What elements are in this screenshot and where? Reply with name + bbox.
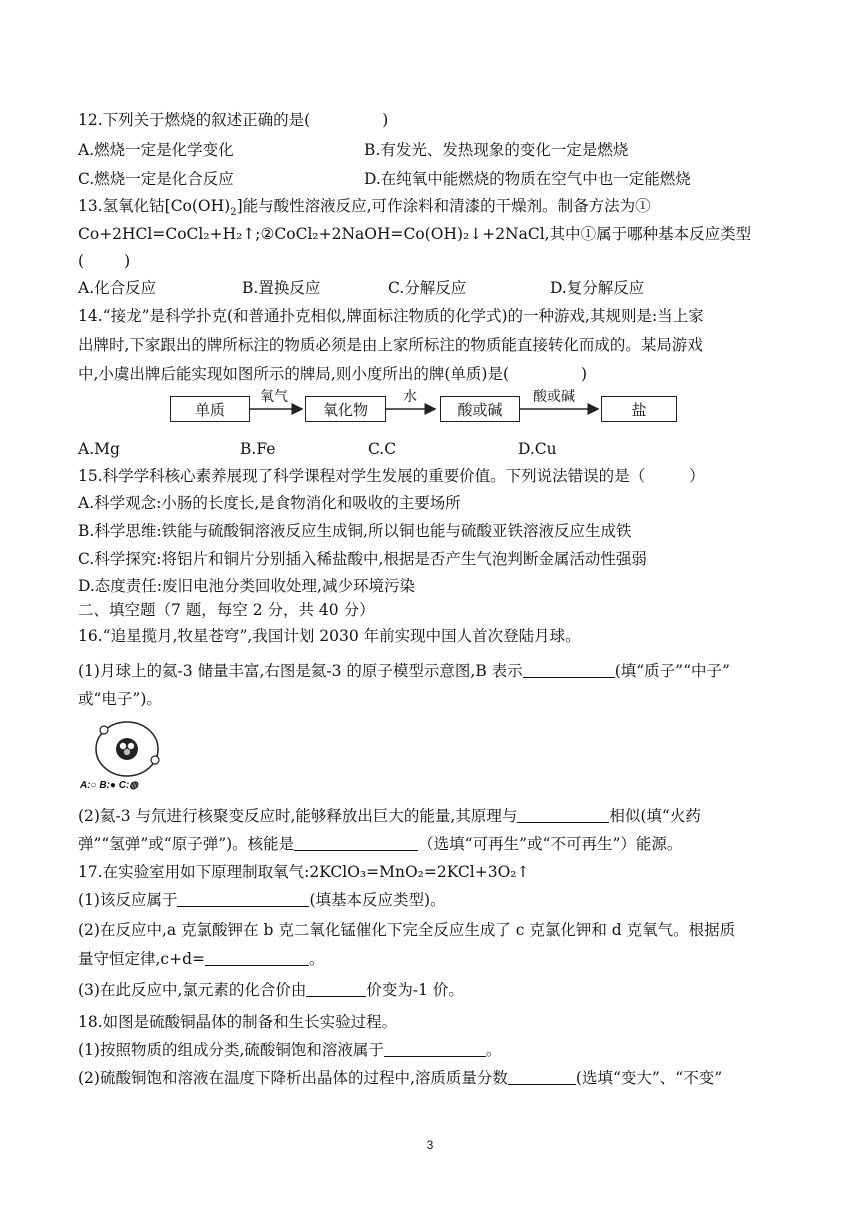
q15-stem: 15.科学学科核心素养展现了科学课程对学生发展的重要价值。下列说法错误的是（ ） [78,467,705,485]
q14-option-a: A.Mg [78,440,120,458]
q18-stem: 18.如图是硫酸铜晶体的制备和生长实验过程。 [78,1013,398,1031]
flow-box-oxide: 氧化物 [305,396,386,422]
q16-part1-line1: (1)月球上的氦-3 储量丰富,右图是氦-3 的原子模型示意图,B 表示 (填“质子”“中子” [78,662,730,680]
q13-option-a: A.化合反应 [78,279,157,297]
q18-part1: (1)按照物质的组成分类,硫酸铜饱和溶液属于 。 [78,1041,502,1059]
q18-part2: (2)硫酸铜饱和溶液在温度下降析出晶体的过程中,溶质质量分数 (选填“变大”、“不变” [78,1069,723,1087]
q13-line3: ( ) [78,252,131,270]
q15-option-d: D.态度责任:废旧电池分类回收处理,减少环境污染 [78,577,415,595]
flow-box-salt: 盐 [601,396,677,422]
q12-option-b: B.有发光、发热现象的变化一定是燃烧 [364,141,629,159]
q13-line2: Co+2HCl=CoCl₂+H₂↑;②CoCl₂+2NaOH=Co(OH)₂↓+2NaCl,其中①属于哪种基本反应类型 [78,225,752,243]
q15-option-b: B.科学思维:铁能与硫酸铜溶液反应生成铜,所以铜也能与硫酸亚铁溶液反应生成铁 [78,522,632,540]
page-number: 3 [426,1138,434,1152]
q16-part2-line2: 弹”“氢弹”或“原子弹”)。核能是 （选填“可再生”或“不可再生”）能源。 [78,835,683,853]
q17-part1: (1)该反应属于 (填基本反应类型)。 [78,891,446,909]
q12-stem: 12.下列关于燃烧的叙述正确的是( ) [78,111,389,129]
q16-blank-1[interactable] [523,662,615,678]
q14-line2: 出牌时,下家跟出的牌所标注的物质必须是由上家所标注的物质能直接转化而成的。某局游戏 [78,336,703,354]
q13-option-c: C.分解反应 [388,279,467,297]
q17-blank-3[interactable] [306,981,366,997]
flow-box-acid-base: 酸或碱 [440,396,520,422]
q17-part2-line1: (2)在反应中,a 克氯酸钾在 b 克二氧化锰催化下完全反应生成了 c 克氯化钾和 d 克氧气。根据质 [78,921,736,939]
q14-option-b: B.Fe [240,440,276,458]
q13-line1: 13.氢氧化钴$[Co(OH)_2]$能与酸性溶液反应,可作涂料和清漆的干燥剂。制备方法为① [78,197,651,219]
q15-option-a: A.科学观念:小肠的长度长,是食物消化和吸收的主要场所 [78,494,461,512]
q16-blank-2[interactable] [517,807,609,823]
flow-box-element: 单质 [170,396,250,422]
q13-option-b: B.置换反应 [242,279,321,297]
q16-stem: 16.“追星揽月,牧星苍穹”,我国计划 2030 年前实现中国人首次登陆月球。 [78,627,581,645]
atom-diagram-icon [82,720,182,782]
q14-option-d: D.Cu [518,440,557,458]
q13-option-d: D.复分解反应 [550,279,645,297]
q12-option-a: A.燃烧一定是化学变化 [78,141,234,159]
q17-stem: 17.在实验室用如下原理制取氧气:2KClO₃=MnO₂=2KCl+3O₂↑ [78,863,530,881]
q14-line1: 14.“接龙”是科学扑克(和普通扑克相似,牌面标注物质的化学式)的一种游戏,其规则是:当上家 [78,307,704,325]
q16-part2-line1: (2)氦-3 与氘进行核聚变反应时,能够释放出巨大的能量,其原理与 相似(填“火药 [78,807,701,825]
q17-blank-1[interactable] [177,891,309,907]
q17-part3: (3)在此反应中,氯元素的化合价由 价变为-1 价。 [78,981,464,999]
q16-blank-3[interactable] [294,835,418,851]
atom-legend: A:○ B:● C:◍ [80,780,139,791]
q18-blank-2[interactable] [508,1069,576,1085]
q12-option-d: D.在纯氧中能燃烧的物质在空气中也一定能燃烧 [364,170,691,188]
flow-label-water: 水 [403,389,417,405]
q17-blank-2[interactable] [205,950,309,966]
q12-option-c: C.燃烧一定是化合反应 [78,170,234,188]
q15-option-c: C.科学探究:将铝片和铜片分别插入稀盐酸中,根据是否产生气泡判断金属活动性强弱 [78,550,647,568]
q14-line3: 中,小虞出牌后能实现如图所示的牌局,则小度所出的牌(单质)是( ) [78,365,588,383]
section-heading: 二、填空题（7 题，每空 2 分，共 40 分） [78,601,375,619]
q14-option-c: C.C [368,440,397,458]
q14-flow-diagram [165,389,685,428]
flow-label-acid-base: 酸或碱 [533,389,575,405]
q17-part2-line2: 量守恒定律,c+d= 。 [78,950,325,968]
q16-part1-line2: 或“电子”)。 [78,690,162,708]
flow-label-oxygen: 氧气 [260,389,288,405]
q18-blank-1[interactable] [384,1041,486,1057]
